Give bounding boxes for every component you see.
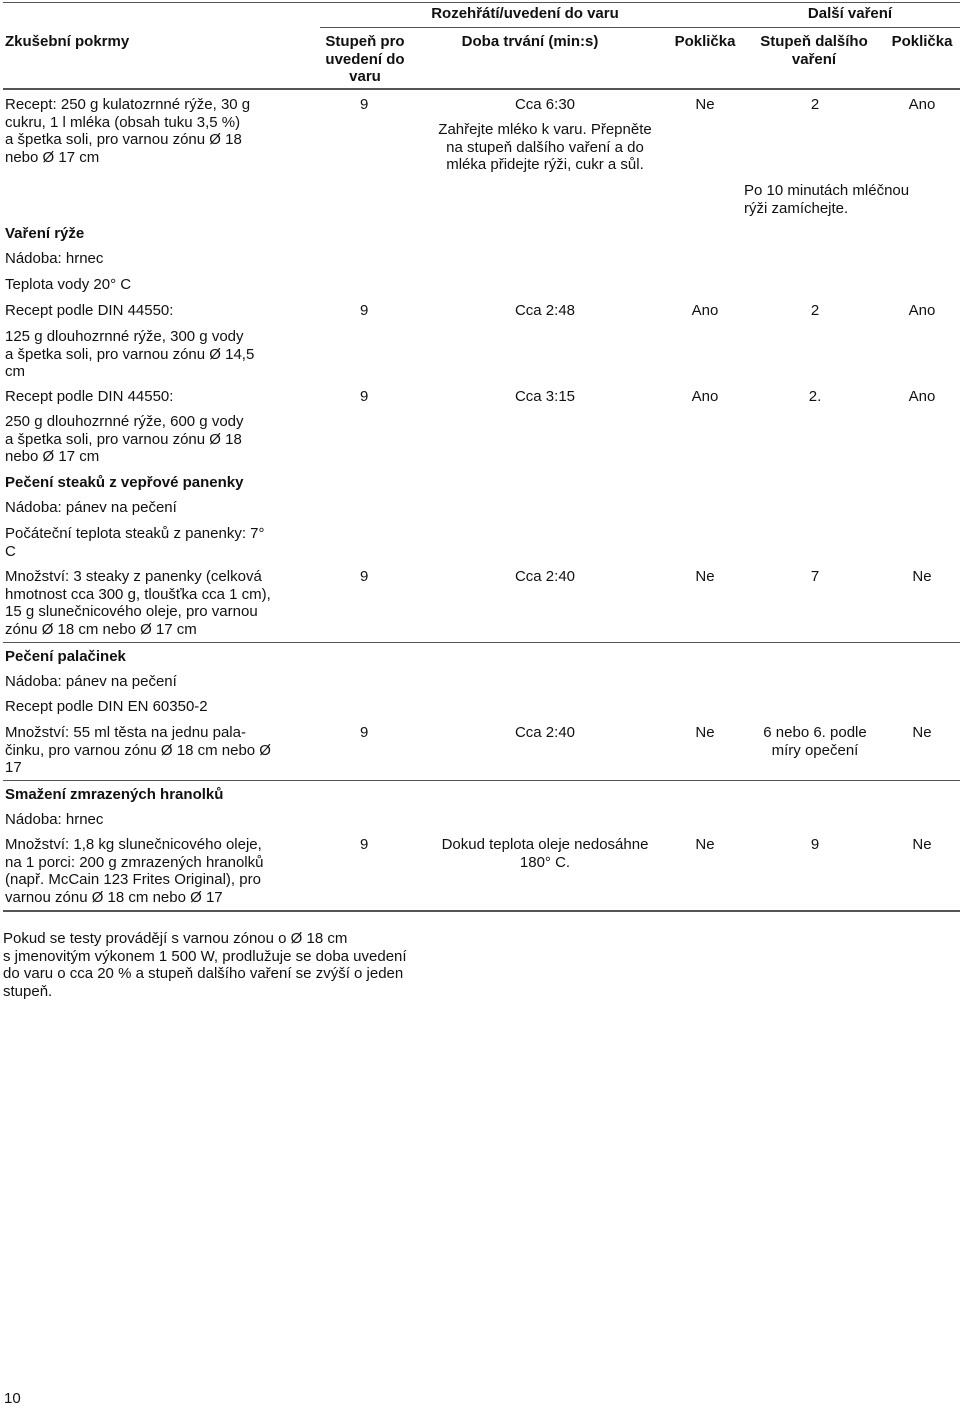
header-bottom-rule: [3, 88, 960, 90]
row2-level-continued: 2: [810, 302, 820, 319]
row2-level: 9: [360, 302, 369, 319]
row5-description: Množství: 55 ml těsta na jednu pala- činku, pro varnou zónu Ø 18 cm nebo Ø 17: [5, 724, 271, 776]
row1-note-continued: Po 10 minutách mléčnou rýži zamíchejte.: [744, 182, 910, 217]
section-title-steak: Pečení steaků z vepřové panenky: [5, 474, 244, 491]
row6-lid-1: Ne: [695, 836, 715, 853]
fries-vessel: Nádoba: hrnec: [5, 811, 104, 828]
col-header-duration: Doba trvání (min:s): [461, 33, 599, 50]
row6-duration: Dokud teplota oleje nedosáhne 180° C.: [441, 836, 649, 871]
row3-level-continued: 2.: [808, 388, 822, 405]
row4-description: Množství: 3 steaky z panenky (celková hmotnost cca 300 g, tloušťka cca 1 cm), 15 g slunečnicového oleje, pro varnou zónu Ø 18 cm nebo Ø 17 cm: [5, 568, 271, 638]
group-header-continued: Další vaření: [807, 5, 893, 22]
row5-level-continued: 6 nebo 6. podle míry opečení: [763, 724, 867, 759]
row6-description: Množství: 1,8 kg slunečnicového oleje, na 1 porci: 200 g zmrazených hranolků (např. McCain 123 Frites Original), pro varnou zónu Ø 18 cm nebo Ø 17: [5, 836, 264, 906]
row3-description-title: Recept podle DIN 44550:: [5, 388, 174, 405]
table-bottom-rule: [3, 910, 960, 912]
steak-temperature: Počáteční teplota steaků z panenky: 7° C: [5, 525, 265, 560]
row2-description: 125 g dlouhozrnné rýže, 300 g vody a špetka soli, pro varnou zónu Ø 14,5 cm: [5, 328, 255, 380]
row4-bottom-rule: [3, 642, 960, 643]
row5-duration: Cca 2:40: [514, 724, 576, 741]
row4-level: 9: [360, 568, 369, 585]
row4-lid-2: Ne: [912, 568, 932, 585]
row5-level: 9: [360, 724, 369, 741]
row1-lid-1: Ne: [695, 96, 715, 113]
row6-level: 9: [360, 836, 369, 853]
steak-vessel: Nádoba: pánev na pečení: [5, 499, 177, 516]
row6-level-continued: 9: [810, 836, 820, 853]
row4-level-continued: 7: [810, 568, 820, 585]
row3-level: 9: [360, 388, 369, 405]
group-header-rule: [320, 27, 960, 28]
row6-lid-2: Ne: [912, 836, 932, 853]
rice-temperature: Teplota vody 20° C: [5, 276, 132, 293]
row4-lid-1: Ne: [695, 568, 715, 585]
section-title-pancakes: Pečení palačinek: [5, 648, 126, 665]
row1-level: 9: [360, 96, 369, 113]
col-header-level: Stupeň pro uvedení do varu: [325, 33, 405, 85]
row2-lid-1: Ano: [691, 302, 719, 319]
row5-bottom-rule: [3, 780, 960, 781]
section-title-rice: Vaření rýže: [5, 225, 85, 242]
col-header-lid-1: Poklička: [674, 33, 736, 50]
row3-duration: Cca 3:15: [514, 388, 576, 405]
row3-lid-2: Ano: [908, 388, 936, 405]
row1-lid-2: Ano: [908, 96, 936, 113]
col-header-lid-2: Poklička: [891, 33, 953, 50]
page-number: 10: [4, 1390, 21, 1407]
row1-note: Zahřejte mléko k varu. Přepněte na stupeň dalšího vaření a do mléka přidejte rýži, cukr a sůl.: [438, 121, 652, 173]
row3-lid-1: Ano: [691, 388, 719, 405]
row2-duration: Cca 2:48: [514, 302, 576, 319]
row1-description: Recept: 250 g kulatozrnné rýže, 30 g cukru, 1 l mléka (obsah tuku 3,5 %) a špetka soli, pro varnou zónu Ø 18 nebo Ø 17 cm: [5, 96, 251, 166]
rice-vessel: Nádoba: hrnec: [5, 250, 104, 267]
header-top-rule: [3, 2, 960, 3]
row5-lid-2: Ne: [912, 724, 932, 741]
section-title-fries: Smažení zmrazených hranolků: [5, 786, 224, 803]
col-header-dishes: Zkušební pokrmy: [5, 33, 130, 50]
row1-level-continued: 2: [810, 96, 820, 113]
col-header-level-continued: Stupeň dalšího vaření: [760, 33, 868, 68]
row2-description-title: Recept podle DIN 44550:: [5, 302, 174, 319]
row5-lid-1: Ne: [695, 724, 715, 741]
row3-description: 250 g dlouhozrnné rýže, 600 g vody a špetka soli, pro varnou zónu Ø 18 nebo Ø 17 cm: [5, 413, 244, 465]
row1-duration: Cca 6:30: [514, 96, 576, 113]
group-header-heat: Rozehřátí/uvedení do varu: [431, 5, 619, 22]
pancake-vessel: Nádoba: pánev na pečení: [5, 673, 177, 690]
footnote: Pokud se testy provádějí s varnou zónou o Ø 18 cm s jmenovitým výkonem 1 500 W, prodlužuje se doba uvedení do varu o cca 20 % a stupeň dalšího vaření se zvýší o jeden stupeň.: [3, 930, 407, 1000]
pancake-recipe: Recept podle DIN EN 60350-2: [5, 698, 208, 715]
row2-lid-2: Ano: [908, 302, 936, 319]
row4-duration: Cca 2:40: [514, 568, 576, 585]
